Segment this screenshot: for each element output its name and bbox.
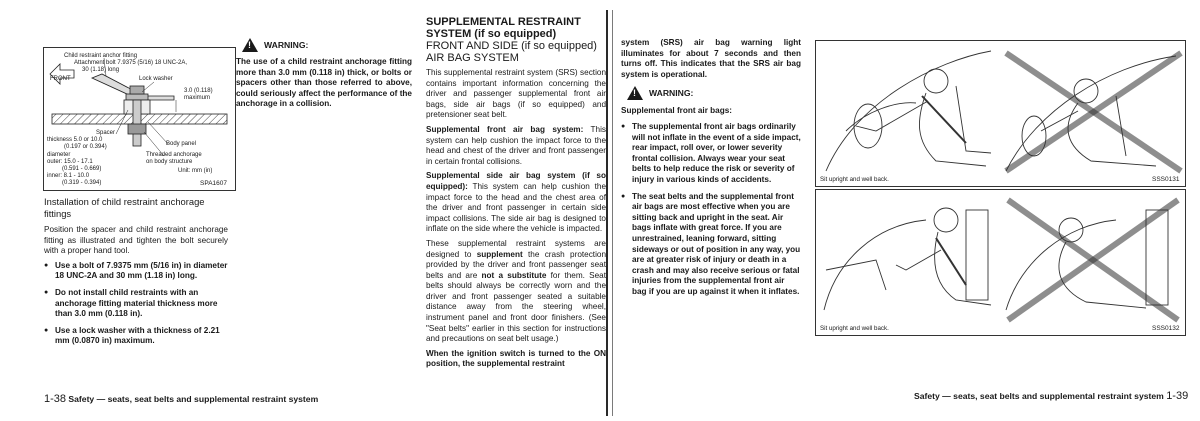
figure-2-caption: Sit upright and well back. xyxy=(820,325,889,332)
page-gutter xyxy=(606,10,608,416)
subtitle-2: AIR BAG SYSTEM xyxy=(426,52,519,64)
fig-label-inner-in: (0.319 - 0.394) xyxy=(62,180,102,186)
subtitle-1: FRONT AND SIDE (if so equipped) xyxy=(426,40,597,52)
footer-text-left: Safety — seats, seat belts and supplemental restraint system xyxy=(68,394,319,404)
fig-label-spacer: Spacer xyxy=(96,130,116,136)
front-airbag-paragraph xyxy=(426,125,606,167)
supplement-text-e: for them. Seat belts should always be correctly worn and the driver and front passenger seated a suitable distance away from the steering wheel, instrument panel and front door finishers. (See "Seat belts" earlier in this section for instructions and precautions on seat belt usage.) xyxy=(426,270,606,344)
anchor-fitting-figure xyxy=(43,47,236,191)
figure-1-id: SSS0131 xyxy=(1152,176,1180,183)
section-title-2: SYSTEM (if so equipped) xyxy=(426,28,557,40)
installation-intro: Position the spacer and child restraint anchorage fitting as illustrated and tighten the bolt securely with a proper hand tool. xyxy=(44,225,228,256)
fig-label-outer-in: (0.591 - 0.669) xyxy=(62,166,102,172)
fig-label-inner: inner: 8.1 - 10.0 xyxy=(47,173,90,179)
installation-heading: Installation of child restraint anchorage fittings xyxy=(44,196,205,219)
side-airbag-text: This system can help cushion the impact force to the head and the chest area of the driver and front passenger in certain side impact collisions. The side air bag is designed to inflate on the side where the vehicle is impacted. xyxy=(426,181,606,234)
right-footer xyxy=(914,390,1188,402)
supplement-text-b: supplement xyxy=(476,249,523,259)
middle-column xyxy=(426,16,606,374)
seating-figure-1 xyxy=(815,40,1186,187)
fig-label-maximum: maximum xyxy=(184,95,211,101)
warning-text: The use of a child restraint anchorage fitting more than 3.0 mm (0.118 in) thick, or bolts or spacers other than those referred to above, could seriously affect the performance of the anchorage in a collision. xyxy=(236,57,412,109)
fig-label-attachment-bolt-length: 30 (1.18) long xyxy=(82,67,120,73)
front-airbags-subheading: Supplemental front air bags: xyxy=(621,106,732,116)
footer-text-right: Safety — seats, seat belts and supplemental restraint system xyxy=(914,391,1164,401)
right-warning-heading xyxy=(627,86,801,100)
fig-label-outer: outer: 15.0 - 17.1 xyxy=(47,159,93,165)
front-airbag-label: Supplemental front air bag system: xyxy=(426,124,584,134)
front-airbag-text: This system can help cushion the impact force to the head and chest of the driver and front passenger in certain frontal collisions. xyxy=(426,124,606,166)
left-footer xyxy=(44,393,318,405)
list-item: ● The supplemental front air bags ordinarily will not inflate in the event of a side impact, rear impact, roll over, or lower severity frontal collision. Always wear your seat belts to help reduce the risk or severity of injury in various kinds of accidents. xyxy=(621,122,801,186)
fig-label-spacer-thickness-in: (0.197 or 0.394) xyxy=(64,144,107,150)
seating-illustration-1 xyxy=(816,41,1185,186)
side-airbag-label: Supplemental side air bag system (if so equipped): xyxy=(426,171,606,191)
figure-id: SPA1607 xyxy=(200,180,227,187)
installation-bullets xyxy=(44,261,228,347)
page-number-right: 1-39 xyxy=(1166,390,1189,402)
fig-label-unit: Unit: mm (in) xyxy=(178,168,213,174)
fig-label-threaded-2: on body structure xyxy=(146,159,193,165)
warning-triangle-icon xyxy=(627,86,643,100)
supplement-text-a: These supplemental restraint systems are designed to xyxy=(426,238,606,259)
list-item: ● Use a bolt of 7.9375 mm (5/16 in) in diameter 18 UNC-2A and 30 mm (1.18 in) long. xyxy=(44,261,228,282)
srs-intro: This supplemental restraint system (SRS) section contains important information concerning the driver and passenger supplemental front air bags, side air bags (if so equipped) and pretensioner seat belt. xyxy=(426,68,606,120)
right-column xyxy=(621,38,801,303)
warning-light-paragraph: system (SRS) air bag warning light illuminates for about 7 seconds and then turns off. This indicates that the SRS air bag system is operational. xyxy=(621,38,801,79)
front-airbag-bullets xyxy=(621,122,801,298)
list-item: ● Do not install child restraints with an anchorage fitting material thickness more than 3.0 mm (0.118 in). xyxy=(44,288,228,320)
supplement-paragraph xyxy=(426,239,606,345)
anchorage-warning xyxy=(236,38,412,114)
fig-label-anchor-fitting: Child restraint anchor fitting xyxy=(64,53,138,59)
supplement-text-c: the crash protection provided by the driver and front passenger seat belts and are xyxy=(426,249,606,280)
section-title-1: SUPPLEMENTAL RESTRAINT xyxy=(426,16,581,28)
fig-label-diameter: diameter xyxy=(47,152,71,158)
ignition-paragraph: When the ignition switch is turned to the ON position, the supplemental restraint xyxy=(426,348,606,369)
figure-2-id: SSS0132 xyxy=(1152,325,1180,332)
seating-illustration-2 xyxy=(816,190,1185,335)
left-column xyxy=(44,196,228,353)
fig-label-max-value: 3.0 (0.118) xyxy=(184,88,213,94)
warning-triangle-icon xyxy=(242,38,258,52)
supplement-text-d: not a substitute xyxy=(481,270,547,280)
list-item: ● The seat belts and the supplemental front air bags are most effective when you are sitting back and upright in the seat. Air bags inflate with great force. If you are unrestrained, leaning forward, sitting sideways or out of position in any way, you are at greater risk of injury or death in a crash and may also receive serious or fatal injuries from the supplemental front air bag if you are up against it when it inflates. xyxy=(621,192,801,298)
warning-title: WARNING: xyxy=(264,39,309,50)
figure-1-caption: Sit upright and well back. xyxy=(820,176,889,183)
fig-label-attachment-bolt: Attachment bolt 7.9375 (5/16) 18 UNC-2A, xyxy=(74,60,188,66)
side-airbag-paragraph xyxy=(426,171,606,235)
warning-heading xyxy=(242,38,412,52)
warning-title: WARNING: xyxy=(649,88,694,99)
page-gutter-shadow xyxy=(612,10,613,416)
fig-label-body-panel: Body panel xyxy=(166,141,197,147)
page-number-left: 1-38 xyxy=(44,393,67,405)
list-item: ● Use a lock washer with a thickness of 2.21 mm (0.0870 in) maximum. xyxy=(44,326,228,347)
fig-label-spacer-thickness: thickness 5.0 or 10.0 xyxy=(47,137,103,143)
fig-label-lock-washer: Lock washer xyxy=(139,76,173,82)
seating-figure-2 xyxy=(815,189,1186,336)
fig-label-threaded: Threaded anchorage xyxy=(146,152,202,158)
fig-label-front: FRONT xyxy=(50,76,71,82)
